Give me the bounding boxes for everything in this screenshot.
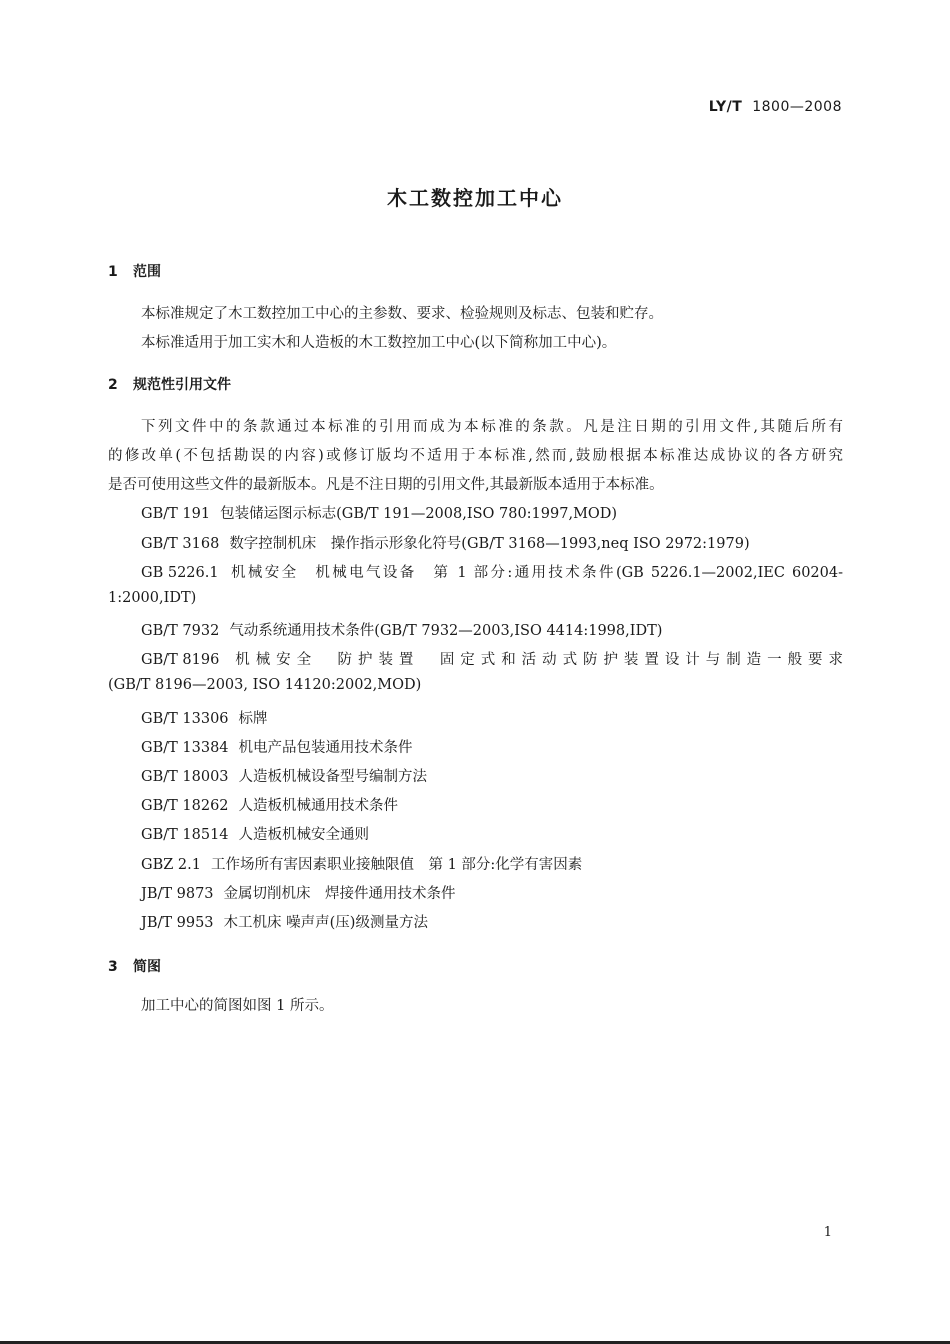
section-2-number: 2: [108, 377, 118, 393]
reference-title: 工作场所有害因素职业接触限值 第 1 部分:化学有害因素: [210, 857, 583, 873]
standard-code-number: 1800—2008: [752, 99, 842, 115]
reference-title: 标牌: [238, 711, 268, 727]
reference-item: [141, 561, 843, 582]
section-2-heading: [108, 374, 231, 394]
reference-item: [141, 736, 843, 757]
reference-title: 人造板机械设备型号编制方法: [238, 769, 428, 785]
reference-item: [141, 532, 843, 553]
reference-item: [141, 794, 843, 815]
section-3-heading: [108, 956, 161, 976]
reference-item: [141, 619, 843, 640]
reference-item-continuation: (GB/T 8196—2003, ISO 14120:2002,MOD): [108, 677, 422, 693]
reference-code: GB/T 3168: [141, 536, 220, 552]
section-1-paragraph: 本标准规定了木工数控加工中心的主参数、要求、检验规则及标志、包装和贮存。: [141, 306, 663, 322]
reference-title: 金属切削机床 焊接件通用技术条件: [223, 886, 456, 902]
reference-code: GB/T 191: [141, 506, 211, 522]
reference-item: [141, 648, 843, 669]
reference-title: 机械安全 机械电气设备 第 1 部分:通用技术条件(GB 5226.1—2002,IEC 60204-: [228, 565, 843, 581]
reference-code: GB/T 18262: [141, 798, 229, 814]
reference-item: [141, 823, 843, 844]
section-1-title: 范围: [133, 264, 161, 280]
reference-title: 机电产品包装通用技术条件: [238, 740, 413, 756]
reference-item: [141, 911, 843, 932]
section-2-intro-line: 下列文件中的条款通过本标准的引用而成为本标准的条款。凡是注日期的引用文件,其随后所有: [141, 419, 843, 435]
section-2-intro-line: 的修改单(不包括勘误的内容)或修订版均不适用于本标准,然而,鼓励根据本标准达成协议的各方研究: [108, 448, 843, 464]
section-1-heading: [108, 261, 161, 281]
reference-item: [141, 502, 843, 523]
reference-item: [141, 765, 843, 786]
reference-code: GB/T 13384: [141, 740, 229, 756]
reference-code: GBZ 2.1: [141, 857, 201, 873]
reference-code: GB/T 18003: [141, 769, 229, 785]
reference-item: [141, 707, 843, 728]
section-1-number: 1: [108, 264, 118, 280]
section-3-number: 3: [108, 959, 118, 975]
section-2-title: 规范性引用文件: [133, 377, 231, 393]
reference-title: 人造板机械安全通则: [238, 827, 370, 843]
section-3-title: 简图: [133, 959, 161, 975]
reference-item: [141, 882, 843, 903]
section-3-paragraph: 加工中心的简图如图 1 所示。: [141, 998, 334, 1014]
reference-title: 气动系统通用技术条件(GB/T 7932—2003,ISO 4414:1998,IDT): [229, 623, 663, 639]
document-title: 木工数控加工中心: [387, 186, 563, 210]
reference-title: 数字控制机床 操作指示形象化符号(GB/T 3168—1993,neq ISO 2972:1979): [229, 536, 750, 552]
reference-item-continuation: 1:2000,IDT): [108, 590, 197, 606]
standard-code: [709, 99, 842, 115]
reference-code: GB/T 13306: [141, 711, 229, 727]
reference-code: GB/T 7932: [141, 623, 220, 639]
page-number: 1: [823, 1225, 832, 1240]
reference-title: 木工机床 噪声声(压)级测量方法: [223, 915, 428, 931]
reference-title: 机械安全 防护装置 固定式和活动式防护装置设计与制造一般要求: [229, 652, 843, 668]
reference-title: 包装储运图示标志(GB/T 191—2008,ISO 780:1997,MOD): [220, 506, 618, 522]
reference-code: GB/T 18514: [141, 827, 229, 843]
reference-code: JB/T 9953: [141, 915, 214, 931]
section-2-intro-line: 是否可使用这些文件的最新版本。凡是不注日期的引用文件,其最新版本适用于本标准。: [108, 477, 664, 493]
reference-code: GB/T 8196: [141, 652, 220, 668]
reference-item: [141, 853, 843, 874]
standard-code-prefix: LY/T: [708, 99, 743, 115]
reference-title: 人造板机械通用技术条件: [238, 798, 399, 814]
reference-code: JB/T 9873: [141, 886, 214, 902]
reference-code: GB 5226.1: [141, 565, 219, 581]
section-1-paragraph: 本标准适用于加工实木和人造板的木工数控加工中心(以下简称加工中心)。: [141, 335, 617, 351]
